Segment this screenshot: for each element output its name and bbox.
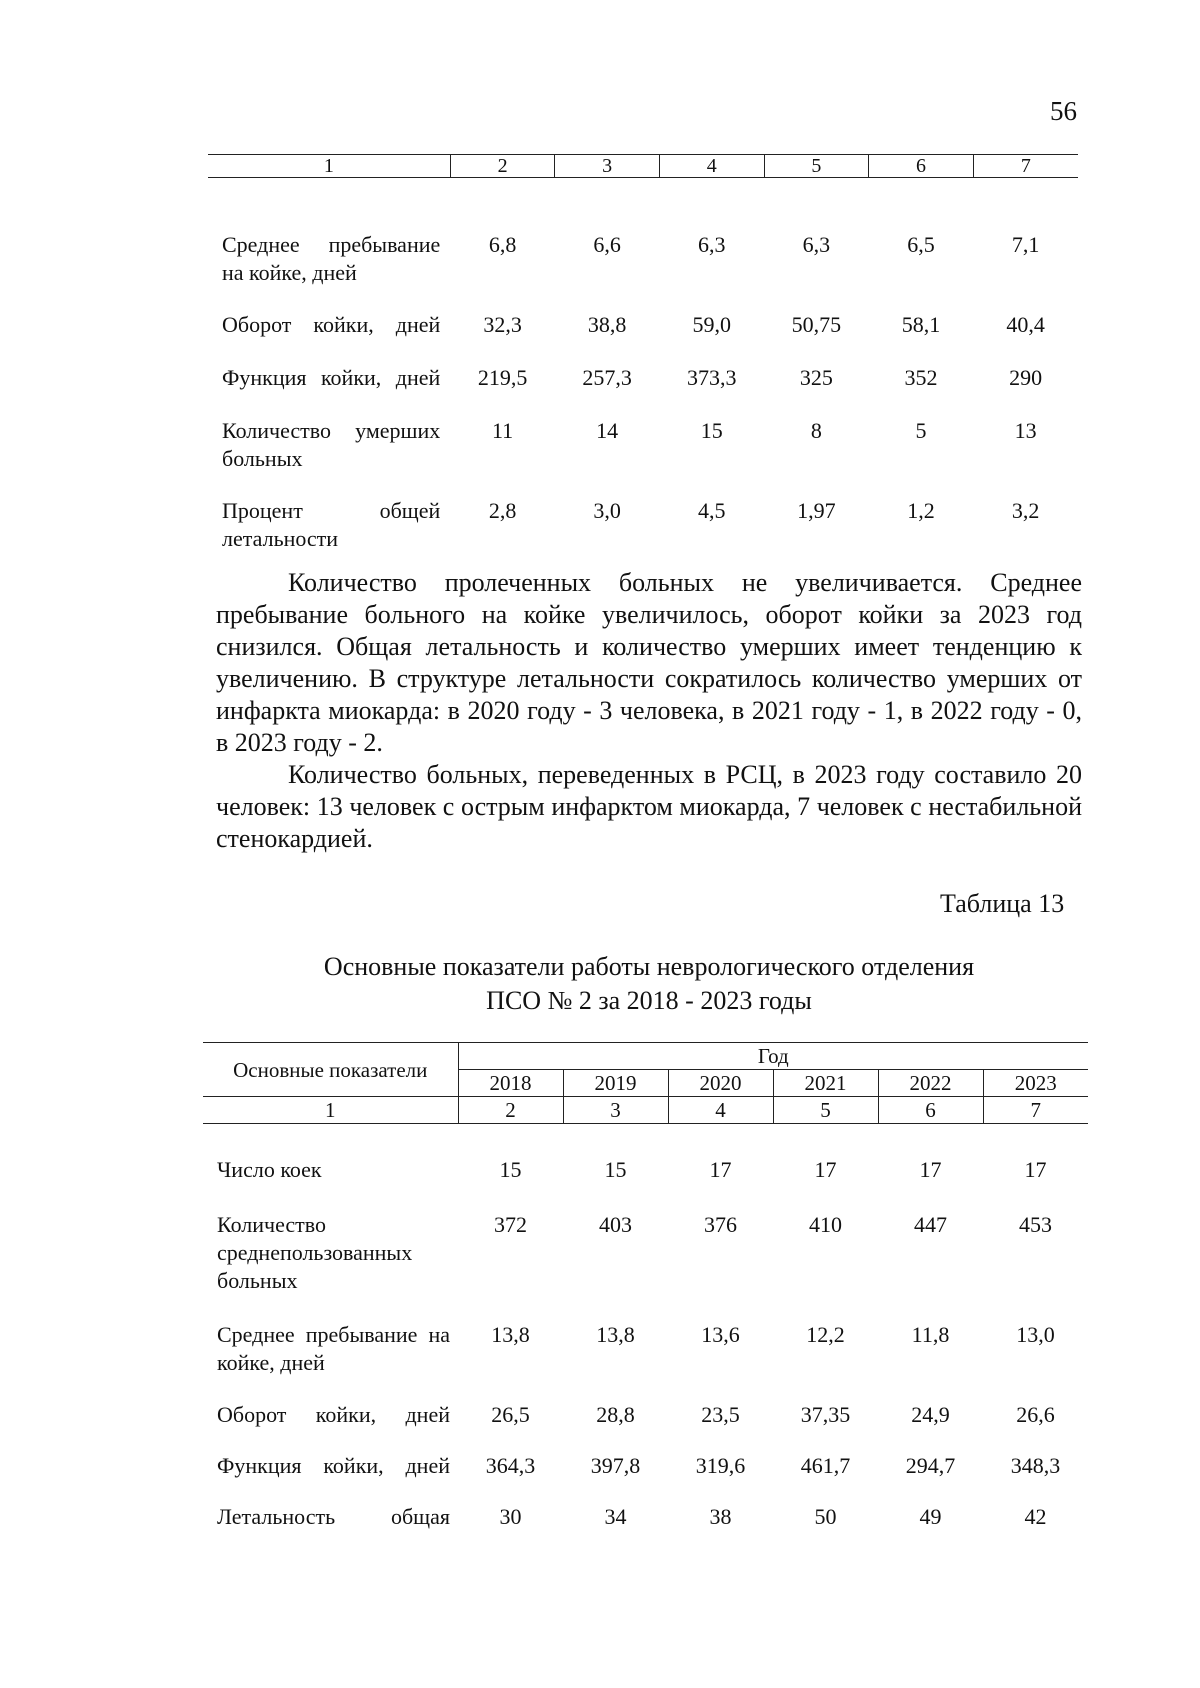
cell-value: 58,1 <box>901 312 941 337</box>
cell-value: 13 <box>1014 418 1037 443</box>
header-row <box>203 1043 1088 1070</box>
cell-value: 11,8 <box>911 1322 950 1347</box>
cell-value: 50 <box>814 1504 837 1529</box>
cell-value: 42 <box>1024 1504 1047 1529</box>
cell-value: 348,3 <box>1010 1453 1061 1478</box>
header-group: Год <box>458 1043 1088 1070</box>
column-number: 2 <box>458 1097 563 1124</box>
cell-value: 219,5 <box>477 365 528 390</box>
table-continued <box>208 154 1078 553</box>
table-number-label: Таблица 13 <box>940 889 1065 918</box>
cell-value: 403 <box>599 1212 632 1237</box>
table-row <box>203 1430 1088 1481</box>
cell-value: 364,3 <box>485 1453 536 1478</box>
cell-value: 453 <box>1019 1212 1053 1237</box>
cell-value: 13,0 <box>1016 1322 1055 1347</box>
row-label: Среднее пребывание на койке, дней <box>217 1322 450 1375</box>
column-number: 6 <box>869 155 974 178</box>
row-label: Функция койки, дней <box>222 365 441 390</box>
cell-value: 352 <box>904 365 938 390</box>
table-row <box>203 1295 1088 1377</box>
year-header: 2022 <box>878 1070 983 1097</box>
cell-value: 397,8 <box>590 1453 641 1478</box>
table-row <box>203 1377 1088 1430</box>
cell-value: 4,5 <box>698 498 726 523</box>
cell-value: 13,6 <box>701 1322 740 1347</box>
row-label: Функция койки, дней <box>217 1453 450 1478</box>
cell-value: 11 <box>491 418 514 443</box>
year-header: 2023 <box>983 1070 1088 1097</box>
cell-value: 49 <box>919 1504 942 1529</box>
cell-value: 15 <box>700 418 723 443</box>
page-number: 56 <box>1050 96 1077 126</box>
cell-value: 6,5 <box>907 232 935 257</box>
cell-value: 34 <box>604 1504 627 1529</box>
cell-value: 8 <box>810 418 822 443</box>
cell-value: 28,8 <box>596 1402 635 1427</box>
row-label: Процент общей летальности <box>222 498 441 551</box>
cell-value: 3,2 <box>1011 498 1040 523</box>
cell-value: 319,6 <box>695 1453 746 1478</box>
cell-value: 410 <box>809 1212 842 1237</box>
column-number: 3 <box>563 1097 668 1124</box>
cell-value: 7,1 <box>1011 232 1040 257</box>
cell-value: 5 <box>915 418 927 443</box>
row-label: Оборот койки, дней <box>222 312 441 337</box>
column-number: 5 <box>764 155 869 178</box>
table-13 <box>203 1042 1088 1532</box>
cell-value: 1,2 <box>907 498 935 523</box>
table-row <box>208 340 1078 393</box>
year-header: 2021 <box>773 1070 878 1097</box>
cell-value: 30 <box>499 1504 522 1529</box>
column-number: 4 <box>659 155 764 178</box>
year-header: 2018 <box>458 1070 563 1097</box>
cell-value: 26,5 <box>491 1402 530 1427</box>
header-first: Основные показатели <box>203 1043 458 1097</box>
cell-value: 26,6 <box>1016 1402 1055 1427</box>
column-number-row <box>208 155 1078 178</box>
cell-value: 15 <box>499 1157 522 1182</box>
cell-value: 461,7 <box>800 1453 851 1478</box>
cell-value: 32,3 <box>483 312 522 337</box>
caption-line: ПСО № 2 за 2018 - 2023 годы <box>486 986 812 1015</box>
table-row <box>203 1481 1088 1532</box>
cell-value: 325 <box>799 365 833 390</box>
cell-value: 1,97 <box>797 498 836 523</box>
row-label: Количество умерших больных <box>222 418 441 471</box>
column-number: 1 <box>208 155 450 178</box>
cell-value: 6,6 <box>593 232 621 257</box>
year-header: 2019 <box>563 1070 668 1097</box>
column-number: 6 <box>878 1097 983 1124</box>
cell-value: 3,0 <box>593 498 621 523</box>
cell-value: 290 <box>1009 365 1043 390</box>
cell-value: 17 <box>1024 1157 1047 1182</box>
table-caption <box>216 950 1082 1018</box>
cell-value: 23,5 <box>701 1402 740 1427</box>
table-row <box>203 1124 1088 1186</box>
cell-value: 2,8 <box>488 498 517 523</box>
table-row <box>208 287 1078 340</box>
cell-value: 6,3 <box>698 232 726 257</box>
cell-value: 447 <box>914 1212 947 1237</box>
row-label: Оборот койки, дней <box>217 1402 450 1427</box>
cell-value: 294,7 <box>905 1453 956 1478</box>
cell-value: 257,3 <box>582 365 632 390</box>
body-paragraph: Количество больных, переведенных в РСЦ, в 2023 году составило 20 человек: 13 человек с острым инфарктом миокарда, 7 человек с нестабильной стенокардией. <box>216 760 1082 853</box>
cell-value: 17 <box>919 1157 942 1182</box>
row-label: Летальность общая <box>217 1504 450 1529</box>
column-number: 2 <box>450 155 555 178</box>
cell-value: 372 <box>494 1212 527 1237</box>
cell-value: 14 <box>596 418 619 443</box>
year-header: 2020 <box>668 1070 773 1097</box>
row-label: Среднее пребывание на койке, дней <box>222 232 441 285</box>
table-row <box>208 473 1078 553</box>
column-number: 5 <box>773 1097 878 1124</box>
body-paragraph: Количество пролеченных больных не увеличивается. Среднее пребывание больного на койке увеличилось, оборот койки за 2023 год снизился. Общая летальность и количество умерших имеет тенденцию к увеличению. В структуре летальности сократилось количество умерших от инфаркта миокарда: в 2020 году - 3 человека, в 2021 году - 1, в 2022 году - 0, в 2023 году - 2. <box>216 568 1082 757</box>
cell-value: 15 <box>604 1157 627 1182</box>
cell-value: 17 <box>709 1157 732 1182</box>
cell-value: 6,3 <box>802 232 831 257</box>
table-row <box>203 1185 1088 1295</box>
cell-value: 13,8 <box>596 1322 635 1347</box>
cell-value: 37,35 <box>800 1402 851 1427</box>
cell-value: 40,4 <box>1006 312 1045 337</box>
cell-value: 13,8 <box>491 1322 530 1347</box>
cell-value: 6,8 <box>488 232 517 257</box>
cell-value: 38 <box>709 1504 732 1529</box>
cell-value: 38,8 <box>587 312 627 337</box>
cell-value: 24,9 <box>911 1402 950 1427</box>
column-number: 7 <box>983 1097 1088 1124</box>
cell-value: 12,2 <box>806 1322 845 1347</box>
row-label: Число коек <box>217 1157 322 1182</box>
column-number: 4 <box>668 1097 773 1124</box>
table-row <box>208 393 1078 473</box>
row-label: Количество среднепользованных больных <box>217 1212 413 1293</box>
cell-value: 376 <box>704 1212 737 1237</box>
cell-value: 59,0 <box>692 312 732 337</box>
table-row <box>208 178 1078 288</box>
cell-value: 50,75 <box>791 312 842 337</box>
caption-line: Основные показатели работы неврологического отделения <box>323 952 975 981</box>
column-number-row <box>203 1097 1088 1124</box>
cell-value: 17 <box>814 1157 837 1182</box>
cell-value: 373,3 <box>687 365 737 390</box>
column-number: 7 <box>973 155 1078 178</box>
column-number: 3 <box>555 155 660 178</box>
column-number: 1 <box>203 1097 458 1124</box>
